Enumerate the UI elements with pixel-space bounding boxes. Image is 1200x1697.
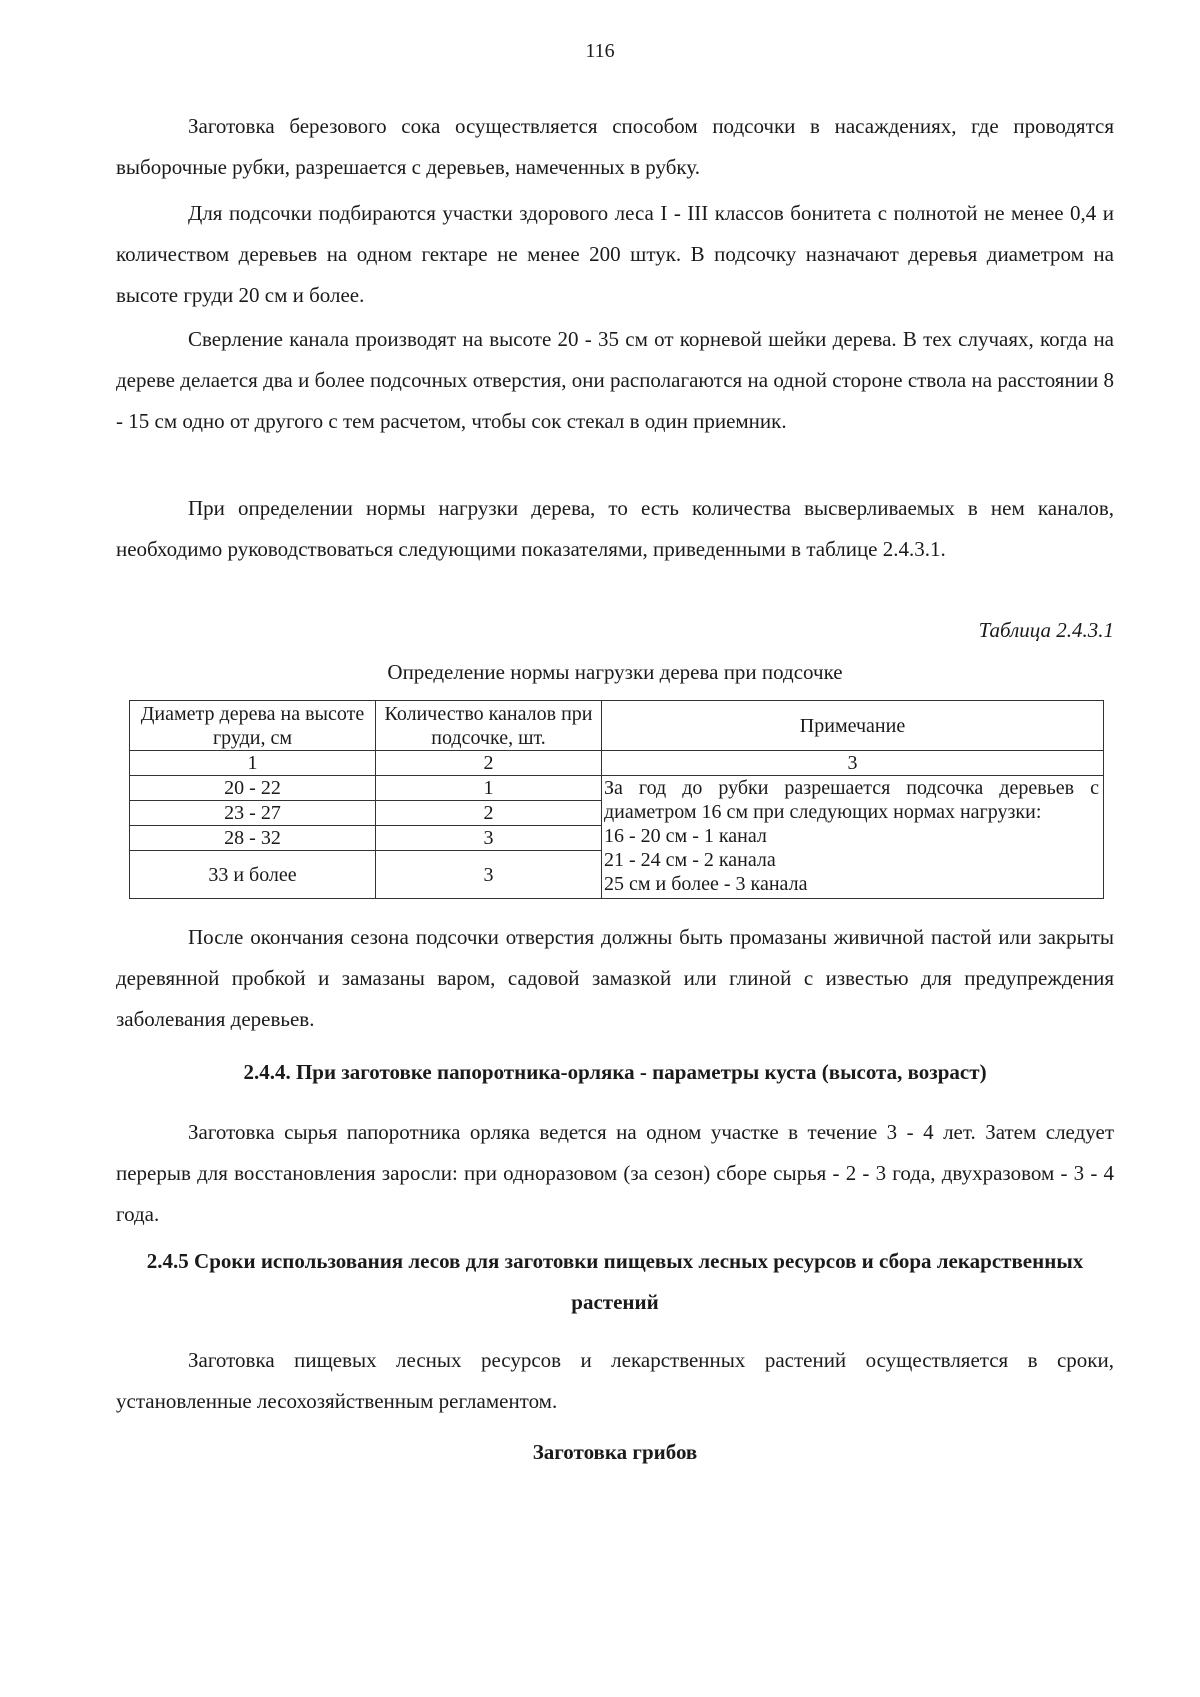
table-header-row [130,701,1104,751]
diameter-cell: 28 - 32 [130,826,376,851]
header-note: Примечание [602,701,1104,751]
column-number-2: 2 [376,751,602,776]
column-number-3: 3 [602,751,1104,776]
header-channels: Количество каналов при подсочке, шт. [376,701,602,751]
page-number: 116 [585,40,615,62]
note-line: 25 см и более - 3 канала [604,873,808,895]
channels-cell: 3 [376,851,602,899]
load-norm-table [129,700,1104,899]
table-caption: Таблица 2.4.3.1 [978,618,1114,642]
paragraph-fern: Заготовка сырья папоротника орляка ведется на одном участке в течение 3 - 4 лет. Затем следует перерыв для восстановления заросли: при одноразовом (за сезон) сборе сырья - 2 - 3 года, двухразовом - 3 - 4 года. [116,1120,1114,1226]
diameter-cell: 33 и более [130,851,376,899]
channels-cell: 3 [376,826,602,851]
diameter-cell: 23 - 27 [130,801,376,826]
note-line: За год до рубки разрешается подсочка деревьев с диаметром 16 см при следующих нормах нагрузки: [604,777,1099,823]
channels-cell: 1 [376,776,602,801]
table-title: Определение нормы нагрузки дерева при подсочке [387,660,843,684]
table-number-row [130,751,1104,776]
section-heading-2-4-4: 2.4.4. При заготовке папоротника-орляка - параметры куста (высота, возраст) [243,1060,987,1084]
paragraph-after-table: После окончания сезона подсочки отверстия должны быть промазаны живичной пастой или закрыты деревянной пробкой и замазаны варом, садовой замазкой или глиной с известью для предупреждения заболевания деревьев. [116,925,1114,1031]
note-cell [602,776,1104,899]
header-diameter: Диаметр дерева на высоте груди, см [130,701,376,751]
paragraph-site-selection: Для подсочки подбираются участки здорового леса I - III классов бонитета с полнотой не менее 0,4 и количеством деревьев на одном гектаре не менее 200 штук. В подсочку назначают деревья диаметром на высоте груди 20 см и более. [116,201,1114,307]
subheading-mushrooms: Заготовка грибов [532,1440,698,1464]
paragraph-load-norm: При определении нормы нагрузки дерева, то есть количества высверливаемых в нем каналов, необходимо руководствоваться следующими показателями, приведенными в таблице 2.4.3.1. [116,496,1114,561]
table-row [130,776,1104,801]
channels-cell: 2 [376,801,602,826]
note-line: 16 - 20 см - 1 канал [604,825,767,847]
section-heading-2-4-5: 2.4.5 Сроки использования лесов для заготовки пищевых лесных ресурсов и сбора лекарственных растений [146,1249,1084,1314]
note-line: 21 - 24 см - 2 канала [604,849,776,871]
diameter-cell: 20 - 22 [130,776,376,801]
paragraph-drilling: Сверление канала производят на высоте 20 - 35 см от корневой шейки дерева. В тех случаях, когда на дереве делается два и более подсочных отверстия, они располагаются на одной стороне ствола на расстоянии 8 - 15 см одно от другого с тем расчетом, чтобы сок стекал в один приемник. [116,327,1114,433]
paragraph-birch-sap: Заготовка березового сока осуществляется способом подсочки в насаждениях, где проводятся выборочные рубки, разрешается с деревьев, намеченных в рубку. [116,114,1114,179]
column-number-1: 1 [130,751,376,776]
paragraph-harvest-terms: Заготовка пищевых лесных ресурсов и лекарственных растений осуществляется в сроки, установленные лесохозяйственным регламентом. [116,1348,1114,1413]
